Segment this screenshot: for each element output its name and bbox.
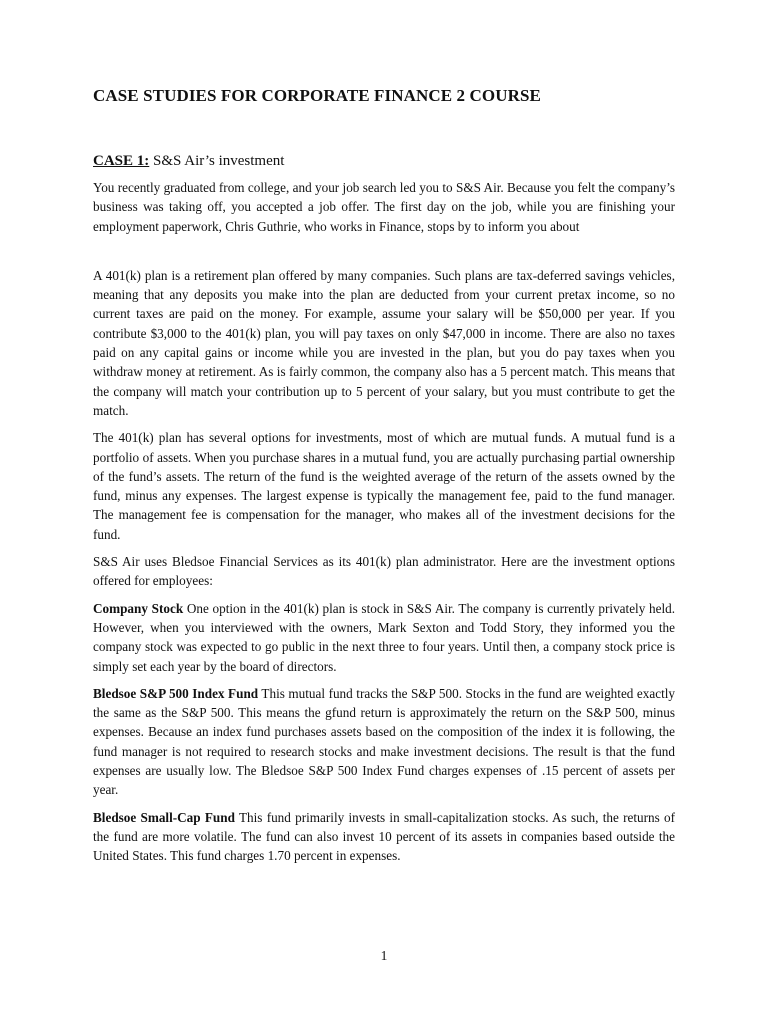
- paragraph-401k-plan: [93, 266, 675, 420]
- paragraph-text: A 401(k) plan is a retirement plan offered by many companies. Such plans are tax-deferred savings vehicles, meaning that any deposits you make into the plan are deducted from your current pretax income, so no current taxes are paid on the money. For example, assume your salary will be $50,000 per year. If you contribute $3,000 to the 401(k) plan, you will pay taxes on only $47,000 in income. There are also no taxes paid on any capital gains or income while you are invested in the plan, but you do pay taxes when you withdraw money at retirement. As is fairly common, the company also has a 5 percent match. This means that the company will match your contribution up to 5 percent of your salary, but you must contribute to get the match.: [93, 267, 675, 418]
- paragraph-lead: Company Stock: [93, 600, 184, 616]
- paragraph-text: This fund primarily invests in small-capitalization stocks. As such, the returns of the fund are more volatile. The fund can also invest 10 percent of its assets in companies based outside the United States. This fund charges 1.70 percent in expenses.: [93, 809, 676, 864]
- paragraph-text: This mutual fund tracks the S&P 500. Stocks in the fund are weighted exactly the same as the S&P 500. This means the gfund return is approximately the return on the S&P 500, minus expenses. Because an index fund purchases assets based on the composition of the index it is following, the fund manager is not required to research stocks and make investment decisions. The result is that the fund expenses are usually low. The Bledsoe S&P 500 Index Fund charges expenses of .15 percent of assets per year.: [93, 685, 676, 798]
- paragraph-lead: Bledsoe Small-Cap Fund: [93, 809, 235, 825]
- paragraph-plan-administrator: [93, 552, 675, 591]
- paragraph-lead: Bledsoe S&P 500 Index Fund: [93, 685, 259, 701]
- paragraph-intro: [93, 178, 675, 236]
- page-content: [93, 86, 675, 874]
- paragraph-text: You recently graduated from college, and your job search led you to S&S Air. Because you felt the company’s business was taking off, you accepted a job offer. The first day on the job, while you are finishing your employment paperwork, Chris Guthrie, who works in Finance, stops by to inform you about: [93, 180, 675, 234]
- document-title: CASE STUDIES FOR CORPORATE FINANCE 2 COURSE: [93, 86, 541, 105]
- page-number: 1: [380, 948, 388, 963]
- paragraph-company-stock: [93, 599, 675, 676]
- paragraph-small-cap-fund: [93, 808, 675, 866]
- paragraph-text: S&S Air uses Bledsoe Financial Services as its 401(k) plan administrator. Here are the investment options offered for employees:: [93, 554, 675, 589]
- paragraph-investment-options: [93, 428, 675, 544]
- case-title: S&S Air’s investment: [153, 153, 285, 169]
- paragraph-text: The 401(k) plan has several options for investments, most of which are mutual funds. A mutual fund is a portfolio of assets. When you purchase shares in a mutual fund, you are actually purchasing partial ownership of the fund’s assets. The return of the fund is the weighted average of the return of the assets owned by the fund, minus any expenses. The largest expense is typically the management fee, paid to the fund manager. The management fee is compensation for the manager, who makes all of the investment decisions for the fund.: [93, 430, 675, 542]
- case-heading: [93, 153, 675, 170]
- case-label: CASE 1:: [93, 153, 150, 169]
- paragraph-index-fund: [93, 684, 675, 800]
- paragraph-text: One option in the 401(k) plan is stock in S&S Air. The company is currently privately held. However, when you interviewed with the owners, Mark Sexton and Todd Story, they informed you the company stock was expected to go public in the next three to four years. Until then, a company stock price is simply set each year by the board of directors.: [93, 600, 676, 674]
